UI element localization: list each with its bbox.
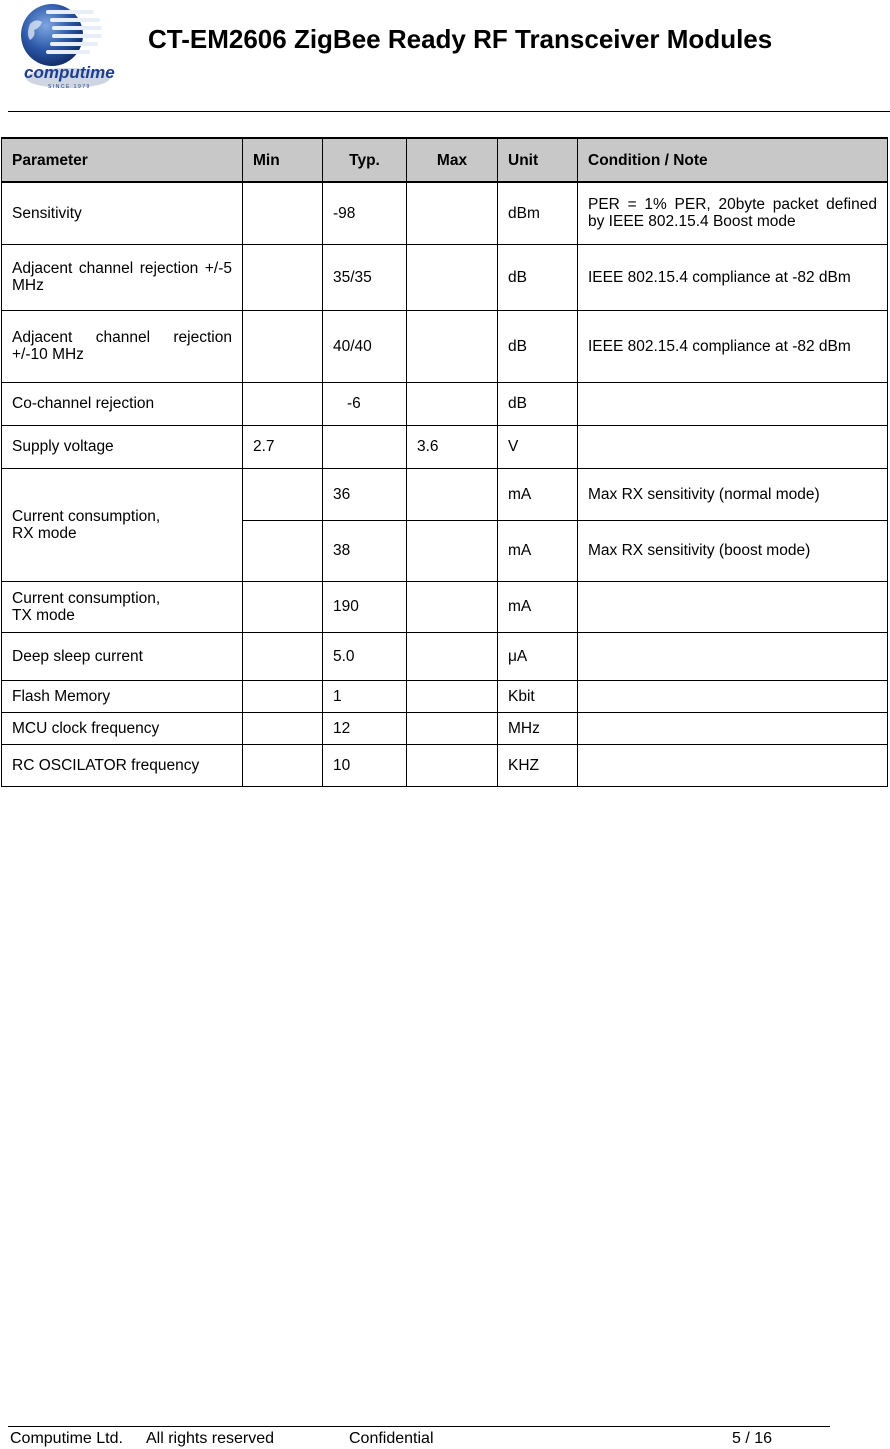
note-cell: Max RX sensitivity (normal mode) <box>578 468 888 520</box>
param-cell: MCU clock frequency <box>2 712 243 744</box>
min-cell <box>243 244 323 310</box>
param-cell: Supply voltage <box>2 425 243 468</box>
typ-cell: 38 <box>323 520 407 581</box>
table-row <box>2 712 888 744</box>
footer-classification: Confidential <box>349 1430 434 1447</box>
table-row <box>2 680 888 712</box>
company-logo <box>12 2 116 94</box>
max-cell <box>407 680 498 712</box>
param-cell: Adjacent channel rejection +/-10 MHz <box>2 310 243 382</box>
svg-text:SINCE 1979: SINCE 1979 <box>48 84 91 90</box>
typ-cell: 10 <box>323 744 407 786</box>
param-line: Current consumption, <box>12 589 161 607</box>
spec-table <box>1 137 888 787</box>
max-cell <box>407 182 498 244</box>
table-row <box>2 632 888 680</box>
column-header: Parameter <box>2 138 243 182</box>
unit-cell: V <box>498 425 578 468</box>
table-row <box>2 382 888 425</box>
max-cell <box>407 468 498 520</box>
typ-cell: 5.0 <box>323 632 407 680</box>
svg-text:computime: computime <box>24 63 115 82</box>
column-header: Condition / Note <box>578 138 888 182</box>
typ-cell: 36 <box>323 468 407 520</box>
note-cell <box>578 581 888 632</box>
document-title: CT-EM2606 ZigBee Ready RF Transceiver Modules <box>148 24 773 54</box>
param-line: TX mode <box>12 606 75 624</box>
param-cell: Co-channel rejection <box>2 382 243 425</box>
param-cell: Adjacent channel rejection +/-5 MHz <box>2 244 243 310</box>
unit-cell: dB <box>498 310 578 382</box>
table-row <box>2 744 888 786</box>
unit-cell: KHZ <box>498 744 578 786</box>
min-cell: 2.7 <box>243 425 323 468</box>
unit-cell: mA <box>498 468 578 520</box>
note-cell: IEEE 802.15.4 compliance at -82 dBm <box>578 244 888 310</box>
note-cell <box>578 680 888 712</box>
note-cell <box>578 632 888 680</box>
column-header: Min <box>243 138 323 182</box>
unit-cell: dB <box>498 382 578 425</box>
note-cell <box>578 382 888 425</box>
min-cell <box>243 712 323 744</box>
page-header <box>0 0 890 113</box>
footer-company: Computime Ltd. <box>10 1430 123 1447</box>
max-cell <box>407 520 498 581</box>
unit-cell: μA <box>498 632 578 680</box>
note-cell <box>578 425 888 468</box>
table-header-row <box>2 138 888 182</box>
page-number: 5 / 16 <box>732 1430 773 1447</box>
column-header: Max <box>407 138 498 182</box>
header-divider <box>8 111 890 112</box>
typ-cell: 35/35 <box>323 244 407 310</box>
min-cell <box>243 744 323 786</box>
footer-rights: All rights reserved <box>146 1430 275 1447</box>
min-cell <box>243 520 323 581</box>
param-cell: Sensitivity <box>2 182 243 244</box>
param-cell <box>2 581 243 632</box>
typ-cell <box>323 425 407 468</box>
typ-cell: 1 <box>323 680 407 712</box>
max-cell <box>407 712 498 744</box>
unit-cell: Kbit <box>498 680 578 712</box>
min-cell <box>243 632 323 680</box>
min-cell <box>243 680 323 712</box>
unit-cell: dB <box>498 244 578 310</box>
min-cell <box>243 182 323 244</box>
param-cell <box>2 468 243 581</box>
max-cell <box>407 581 498 632</box>
unit-cell: mA <box>498 520 578 581</box>
table-row <box>2 182 888 244</box>
max-cell: 3.6 <box>407 425 498 468</box>
param-line: RX mode <box>12 524 77 542</box>
max-cell <box>407 382 498 425</box>
note-cell <box>578 744 888 786</box>
typ-cell: -98 <box>323 182 407 244</box>
typ-cell: 12 <box>323 712 407 744</box>
typ-cell: 190 <box>323 581 407 632</box>
max-cell <box>407 244 498 310</box>
column-header: Typ. <box>323 138 407 182</box>
min-cell <box>243 581 323 632</box>
max-cell <box>407 310 498 382</box>
param-line: Current consumption, <box>12 507 161 525</box>
note-cell: PER = 1% PER, 20byte packet defined by IEEE 802.15.4 Boost mode <box>578 182 888 244</box>
note-cell: IEEE 802.15.4 compliance at -82 dBm <box>578 310 888 382</box>
table-row <box>2 581 888 632</box>
column-header: Unit <box>498 138 578 182</box>
unit-cell: mA <box>498 581 578 632</box>
note-cell <box>578 712 888 744</box>
footer-divider <box>8 1426 830 1427</box>
param-cell: Flash Memory <box>2 680 243 712</box>
typ-cell: 40/40 <box>323 310 407 382</box>
unit-cell: dBm <box>498 182 578 244</box>
table-row <box>2 425 888 468</box>
max-cell <box>407 632 498 680</box>
typ-cell: -6 <box>323 382 407 425</box>
min-cell <box>243 382 323 425</box>
param-cell: Deep sleep current <box>2 632 243 680</box>
note-cell: Max RX sensitivity (boost mode) <box>578 520 888 581</box>
table-row <box>2 310 888 382</box>
min-cell <box>243 310 323 382</box>
table-row <box>2 244 888 310</box>
table-row <box>2 468 888 520</box>
param-cell: RC OSCILATOR frequency <box>2 744 243 786</box>
unit-cell: MHz <box>498 712 578 744</box>
min-cell <box>243 468 323 520</box>
max-cell <box>407 744 498 786</box>
